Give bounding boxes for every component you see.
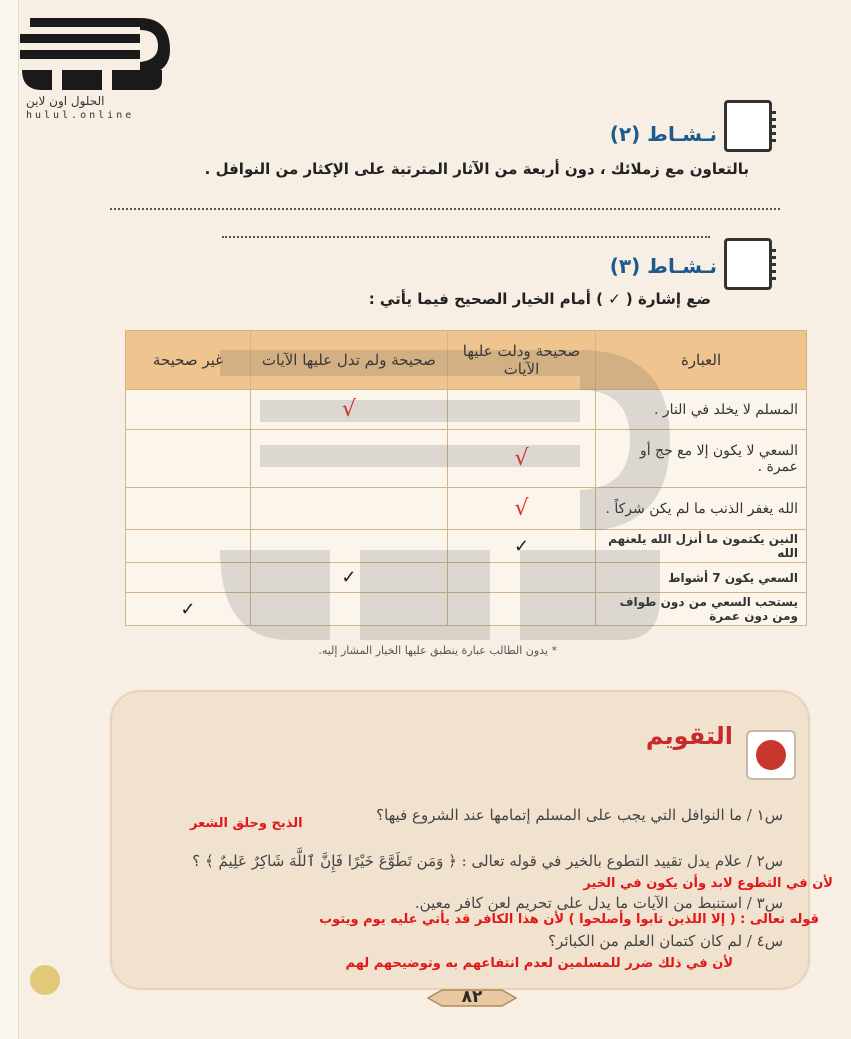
logo-url: hulul.online	[26, 110, 135, 121]
logo-text: الحلول اون لاين	[26, 94, 105, 108]
row-statement: الله يغفر الذنب ما لم يكن شركاً .	[596, 488, 807, 530]
answer-cell[interactable]	[250, 563, 447, 593]
answer-2: لأن في التطوع لابد وأن يكون في الخير	[583, 876, 833, 891]
answer-3: قوله تعالى : ( إلا اللذين تابوا وأصلحوا ) لأن هذا الكافر قد يأتي عليه يوم ويتوب	[319, 912, 819, 927]
activity3-instruction: ضع إشارة ( ✓ ) أمام الخيار الصحيح فيما يأتي :	[368, 290, 711, 308]
answer-cell[interactable]	[447, 593, 595, 626]
check-mark-icon: ✓	[341, 567, 357, 588]
check-mark-icon: √	[514, 496, 529, 521]
answer-cell[interactable]	[126, 390, 251, 430]
header-correct-proven: صحيحة ودلت عليها الآيات	[447, 331, 595, 390]
answer-4: لأن في ذلك ضرر للمسلمين لعدم انتفاعهم به وتوضيحهم لهم	[345, 956, 733, 971]
question-2: س٢ / علام يدل تقييد التطوع بالخير في قوله تعالى : ﴿ وَمَن تَطَوَّعَ خَيْرًا فَإِنَّ ٱللَّهَ شَاكِرٌ عَلِيمٌ ﴾ ؟	[192, 852, 783, 870]
answer-cell[interactable]	[447, 563, 595, 593]
answer-cell[interactable]	[447, 530, 595, 563]
answer-cell[interactable]	[447, 430, 595, 488]
answer-cell[interactable]	[250, 390, 447, 430]
header-incorrect: غير صحيحة	[126, 331, 251, 390]
answer-line	[110, 208, 780, 210]
evaluation-icon	[746, 730, 796, 780]
row-statement: المسلم لا يخلد في النار .	[596, 390, 807, 430]
row-statement: السعي يكون 7 أشواط	[596, 563, 807, 593]
table-row	[126, 563, 807, 593]
activity-table	[125, 330, 807, 626]
answer-cell[interactable]	[447, 390, 595, 430]
answer-cell[interactable]	[250, 530, 447, 563]
page-edge	[0, 0, 19, 1039]
answer-cell[interactable]	[250, 593, 447, 626]
answer-cell[interactable]	[126, 488, 251, 530]
check-mark-icon: ✓	[513, 535, 530, 557]
answer-cell[interactable]	[126, 593, 251, 626]
row-statement: السعي لا يكون إلا مع حج أو عمرة .	[596, 430, 807, 488]
header-correct-not-proven: صحيحة ولم تدل عليها الآيات	[250, 331, 447, 390]
check-mark-icon: √	[341, 397, 356, 422]
page-number-text: ٨٢	[461, 987, 483, 1007]
header-statement: العبارة	[596, 331, 807, 390]
answer-cell[interactable]	[250, 488, 447, 530]
table-row	[126, 593, 807, 626]
question-4: س٤ / لم كان كتمان العلم من الكبائر؟	[548, 932, 783, 950]
answer-cell[interactable]	[250, 430, 447, 488]
notebook-icon	[724, 100, 772, 152]
answer-cell[interactable]	[126, 530, 251, 563]
answer-line-short	[222, 236, 710, 238]
answer-cell[interactable]	[126, 430, 251, 488]
logo-mark-icon	[12, 10, 172, 94]
page-number	[424, 985, 520, 1011]
decorative-badge-icon	[30, 965, 60, 995]
activity2-instruction: بالتعاون مع زملائك ، دون أربعة من الآثار المترتبة على الإكثار من النوافل .	[204, 160, 749, 178]
answer-cell[interactable]	[126, 563, 251, 593]
question-3: س٣ / استنبط من الآيات ما يدل على تحريم لعن كافر معين.	[414, 894, 783, 912]
row-statement: النين يكتمون ما أنزل الله يلعنهم الله	[596, 530, 807, 563]
table-row	[126, 390, 807, 430]
check-mark-icon: √	[514, 446, 529, 471]
table-row	[126, 530, 807, 563]
activity3-title: نـشـاط (٣)	[609, 254, 717, 278]
answer-cell[interactable]	[447, 488, 595, 530]
row-statement: يستحب السعي من دون طواف ومن دون عمرة	[596, 593, 807, 626]
answer-1: الذبح وحلق الشعر	[190, 816, 303, 831]
table-row	[126, 430, 807, 488]
table-row	[126, 488, 807, 530]
evaluation-title: التقويم	[645, 722, 733, 750]
site-logo	[12, 10, 172, 120]
activity2-title: نـشـاط (٢)	[609, 122, 717, 146]
check-mark-icon: ✓	[180, 598, 196, 620]
question-1: س١ / ما النوافل التي يجب على المسلم إتمامها عند الشروع فيها؟	[376, 806, 783, 824]
table-footnote: * يدون الطالب عبارة ينطبق عليها الخيار المشار إليه.	[318, 644, 557, 657]
notebook-icon-2	[724, 238, 772, 290]
